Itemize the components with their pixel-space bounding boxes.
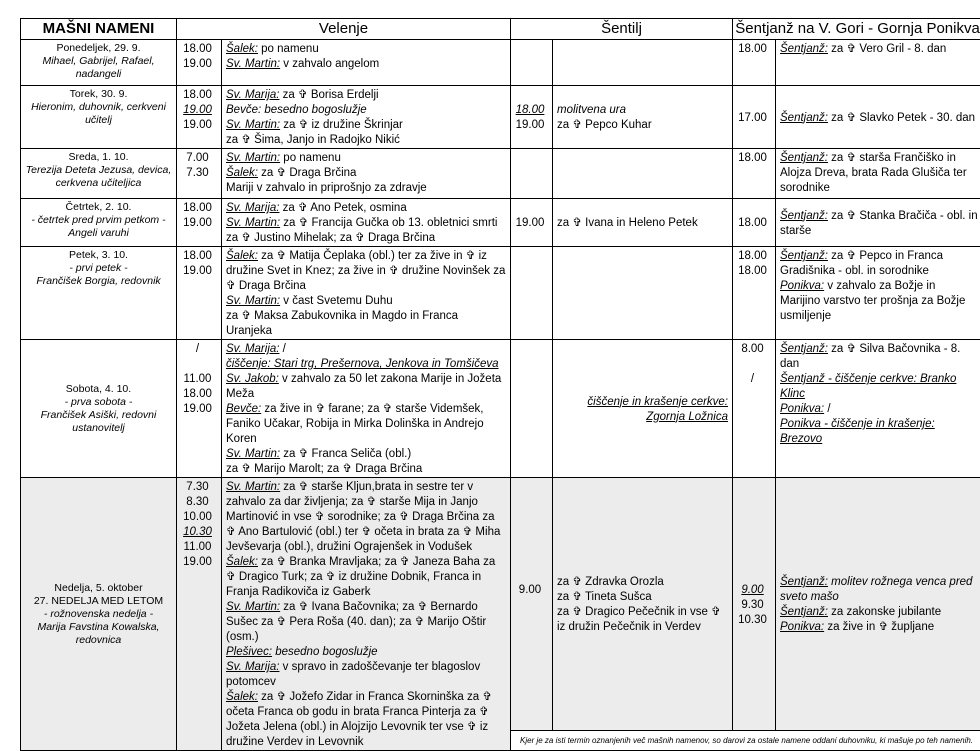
velenje-intention [226, 600, 506, 645]
velenje-intention [226, 57, 506, 72]
velenje-time: 10.30 [177, 525, 218, 540]
velenje-times [177, 149, 222, 199]
sentilj-text: molitvena ura [557, 104, 626, 116]
velenje-intention [226, 480, 506, 555]
velenje-intention [226, 342, 506, 357]
sentilj-times [511, 40, 553, 86]
velenje-intention [226, 690, 506, 750]
day-title: Četrtek, 2. 10. [23, 201, 174, 214]
velenje-location: Sv. Martin: [226, 481, 280, 493]
velenje-intention [226, 103, 506, 118]
sentilj-intention [557, 216, 728, 231]
velenje-intention [226, 88, 506, 103]
velenje-times [177, 247, 222, 340]
sentilj-text: za ✞ Dragico Pečečnik in vse ✞ iz družin Pečečnik in Verdev [557, 606, 721, 633]
sentilj-location: čiščenje in krašenje cerkve: [587, 396, 728, 408]
sentjanz-time: 9.30 [733, 598, 772, 613]
velenje-time [177, 417, 218, 432]
sentjanz-intention [780, 42, 978, 57]
velenje-time: 19.00 [177, 118, 218, 133]
velenje-intentions [222, 247, 511, 340]
velenje-intention [226, 462, 506, 477]
velenje-text: za ✞ Branka Mravljaka; za ✞ Janeza Baha za ✞ Dragico Turk; za ✞ iz družine Dobnik, Franca in Franja Radikoviča iz Gaberk [226, 556, 495, 598]
sentjanz-time: 18.00 [733, 264, 772, 279]
velenje-text: besedno bogoslužje [272, 646, 378, 658]
sentjanz-times [733, 40, 776, 86]
velenje-location: Sv. Marija: [226, 89, 279, 101]
velenje-intentions [222, 478, 511, 751]
velenje-text: po namenu [280, 152, 341, 164]
velenje-location: čiščenje: Stari trg, Prešernova, Jenkova in Tomšičeva [226, 358, 499, 370]
velenje-time: 18.00 [177, 249, 218, 264]
day-saint: Angeli varuhi [23, 227, 174, 240]
sentjanz-intention [780, 620, 978, 635]
sentjanz-intentions [776, 340, 980, 478]
velenje-intention [226, 118, 506, 133]
velenje-text: v zahvalo za 50 let zakona Marije in Jožeta Meža [226, 373, 501, 400]
sentjanz-intentions [776, 199, 980, 247]
sentjanz-intention [780, 342, 978, 372]
sentilj-time: 18.00 [511, 103, 549, 118]
sentjanz-intention [780, 209, 978, 239]
velenje-text: Bevče: besedno bogoslužje [226, 104, 367, 116]
sentjanz-time: 18.00 [733, 216, 772, 231]
velenje-text: za ✞ Francija Gučka ob 13. obletnici smrti [280, 217, 497, 229]
velenje-time: 11.00 [177, 372, 218, 387]
sentilj-intentions [553, 247, 733, 340]
velenje-intentions [222, 199, 511, 247]
velenje-location: Šalek: [226, 691, 258, 703]
sentjanz-intention [780, 151, 978, 196]
velenje-text: v zahvalo angelom [280, 58, 379, 70]
sentjanz-intention [780, 372, 978, 402]
velenje-time: 19.00 [177, 402, 218, 417]
velenje-intention [226, 645, 506, 660]
velenje-text: za ✞ iz družine Škrinjar [280, 119, 403, 131]
sentjanz-intentions [776, 149, 980, 199]
sentilj-intention [557, 590, 728, 605]
velenje-text: za ✞ Matija Čeplaka (obl.) ter za žive in ✞ iz družine Svet in Knez; za žive in ✞ družine Novinšek za ✞ Draga Brčina [226, 250, 505, 292]
day-row [21, 199, 980, 247]
velenje-text: za ✞ Draga Brčina [258, 167, 356, 179]
velenje-intention [226, 402, 506, 447]
day-title: 27. NEDELJA MED LETOM [23, 595, 174, 608]
sentjanz-location: Ponikva - čiščenje in krašenje: Brezovo [780, 418, 935, 445]
velenje-location: Sv. Martin: [226, 119, 280, 131]
velenje-text: za ✞ starše Kljun,brata in sestre ter v zahvalo za dar življenja; za ✞ starše Mija in Janjo Martinović in vse ✞ sorodnike; za ✞ Draga Brčina za ✞ Ano Bartulović (obl.) ter ✞ očeta in brata za ✞ Miha Jevševarja (obl.), družini Ograjenšek in Vodušek [226, 481, 500, 553]
sentjanz-intentions [776, 40, 980, 86]
velenje-intention [226, 357, 506, 372]
sentilj-text: za ✞ Ivana in Heleno Petek [557, 217, 698, 229]
sentilj-location: Zgornja Ložnica [646, 411, 728, 423]
sentilj-times [511, 149, 553, 199]
velenje-time: 18.00 [177, 42, 218, 57]
velenje-time: 11.00 [177, 540, 218, 555]
velenje-time: 8.30 [177, 495, 218, 510]
velenje-intentions [222, 149, 511, 199]
day-saint: Frančišek Asiški, redovni ustanovitelj [23, 409, 174, 435]
sentjanz-time: 18.00 [733, 42, 772, 57]
day-cell [21, 86, 177, 149]
sentjanz-time [733, 357, 772, 372]
velenje-time: 18.00 [177, 88, 218, 103]
velenje-text: za ✞ Marijo Marolt; za ✞ Draga Brčina [226, 463, 422, 475]
sentilj-intention [557, 575, 728, 590]
sentilj-times [511, 86, 553, 149]
sentilj-intention [557, 103, 728, 118]
velenje-intentions [222, 340, 511, 478]
sentjanz-times [733, 149, 776, 199]
day-title: Sobota, 4. 10. [23, 383, 174, 396]
sentjanz-text: za ✞ Slavko Petek - 30. dan [828, 112, 975, 124]
velenje-intention [226, 42, 506, 57]
day-saint: Frančišek Borgia, redovnik [23, 275, 174, 288]
sentilj-intentions [553, 340, 733, 478]
velenje-text: za ✞ Šima, Janjo in Radojko Nikić [226, 134, 400, 146]
sentilj-intention [557, 410, 728, 425]
sentjanz-location: Ponikva: [780, 403, 824, 415]
sentjanz-time: 18.00 [733, 151, 772, 166]
velenje-text: v spravo in zadoščevanje ter blagoslov potomcev [226, 661, 480, 688]
sentjanz-time: 8.00 [733, 342, 772, 357]
velenje-times [177, 40, 222, 86]
sentilj-intentions [553, 40, 733, 86]
velenje-intention [226, 309, 506, 339]
day-row [21, 340, 980, 478]
sentilj-time: 19.00 [511, 216, 549, 231]
sentjanz-times [733, 199, 776, 247]
sentjanz-time: 17.00 [733, 111, 772, 126]
velenje-intention [226, 231, 506, 246]
sentjanz-times [733, 86, 776, 149]
header-mass-intentions: MAŠNI NAMENI [21, 19, 177, 40]
velenje-intentions [222, 40, 511, 86]
day-title: Ponedeljek, 29. 9. [23, 42, 174, 55]
day-cell [21, 340, 177, 478]
day-row [21, 247, 980, 340]
sentjanz-intention [780, 605, 978, 620]
sentjanz-intention [780, 575, 978, 605]
day-title: Nedelja, 5. oktober [23, 582, 174, 595]
sentilj-text: za ✞ Zdravka Orozla [557, 576, 664, 588]
sentjanz-location: Šentjanž - čiščenje cerkve: Branko Klinc [780, 373, 956, 400]
velenje-intention [226, 151, 506, 166]
sentilj-intentions [553, 86, 733, 149]
velenje-time: / [177, 342, 218, 357]
day-title: Torek, 30. 9. [23, 88, 174, 101]
velenje-intention [226, 372, 506, 402]
day-title: Sreda, 1. 10. [23, 151, 174, 164]
velenje-intention [226, 249, 506, 294]
sentjanz-intention [780, 279, 978, 324]
velenje-time: 10.00 [177, 510, 218, 525]
sentjanz-time: 18.00 [733, 249, 772, 264]
velenje-time: 19.00 [177, 555, 218, 570]
velenje-time: 7.00 [177, 151, 218, 166]
velenje-time: 18.00 [177, 387, 218, 402]
sentjanz-intention [780, 249, 978, 279]
velenje-location: Sv. Marija: [226, 202, 279, 214]
velenje-intention [226, 294, 506, 309]
velenje-intention [226, 447, 506, 462]
sentilj-time [511, 342, 549, 357]
sentilj-time [511, 357, 549, 372]
day-cell [21, 40, 177, 86]
day-saint: - četrtek pred prvim petkom - [23, 214, 174, 227]
sentjanz-time: 9.00 [733, 583, 772, 598]
day-row [21, 149, 980, 199]
sentjanz-intention [780, 402, 978, 417]
velenje-text: za ✞ Borisa Erdelji [279, 89, 378, 101]
velenje-text: za ✞ Maksa Zabukovnika in Magdo in Franca Uranjeka [226, 310, 458, 337]
sentjanz-location: Šentjanž: [780, 576, 828, 588]
sentilj-intention [557, 395, 728, 410]
velenje-time: 18.00 [177, 201, 218, 216]
velenje-text: po namenu [258, 43, 319, 55]
velenje-times [177, 86, 222, 149]
velenje-text: za ✞ Ivana Bačovnika; za ✞ Bernardo Sušec za ✞ Pera Roša (40. dan); za ✞ Marijo Oštir (osm.) [226, 601, 486, 643]
sentjanz-times [733, 247, 776, 340]
velenje-text: za ✞ Franca Seliča (obl.) [280, 448, 411, 460]
velenje-location: Sv. Marija: [226, 343, 279, 355]
sentilj-intentions [553, 149, 733, 199]
velenje-intention [226, 201, 506, 216]
velenje-text: v čast Svetemu Duhu [280, 295, 393, 307]
header-velenje: Velenje [177, 19, 511, 40]
sentjanz-time [733, 387, 772, 402]
velenje-text: / [279, 343, 285, 355]
velenje-intentions [222, 86, 511, 149]
sentilj-times [511, 199, 553, 247]
day-saint: Hieronim, duhovnik, cerkveni učitelj [23, 101, 174, 127]
velenje-time: 19.00 [177, 103, 218, 118]
velenje-location: Sv. Martin: [226, 58, 280, 70]
sentilj-intentions [553, 199, 733, 247]
sentilj-text: za ✞ Tineta Sušca [557, 591, 652, 603]
sentjanz-location: Šentjanž: [780, 250, 828, 262]
day-saint: Mihael, Gabrijel, Rafael, nadangeli [23, 55, 174, 81]
day-cell [21, 199, 177, 247]
sentilj-time: 9.00 [511, 583, 549, 598]
velenje-text: za ✞ Justino Mihelak; za ✞ Draga Brčina [226, 232, 435, 244]
sentilj-time [511, 598, 549, 613]
day-saint: Terezija Deteta Jezusa, devica, cerkvena učiteljica [23, 164, 174, 190]
sentjanz-times [733, 340, 776, 478]
sentjanz-intention [780, 111, 978, 126]
day-row [21, 86, 980, 149]
velenje-time [177, 357, 218, 372]
velenje-intention [226, 555, 506, 600]
velenje-time: 19.00 [177, 57, 218, 72]
sentilj-text: za ✞ Pepco Kuhar [557, 119, 652, 131]
velenje-text: za žive in ✞ farane; za ✞ starše Videmšek, Faniko Učakar, Robija in Mirka Dolinška in Andrejo Koren [226, 403, 484, 445]
velenje-text: Mariji v zahvalo in priprošnjo za zdravje [226, 182, 427, 194]
day-saint: - prva sobota - [23, 396, 174, 409]
sentjanz-text: za ✞ Vero Gril - 8. dan [828, 43, 946, 55]
velenje-location: Bevče: [226, 403, 261, 415]
velenje-location: Sv. Jakob: [226, 373, 279, 385]
sentilj-times [511, 247, 553, 340]
velenje-location: Plešivec: [226, 646, 272, 658]
sentjanz-location: Šentjanž: [780, 606, 828, 618]
velenje-location: Šalek: [226, 556, 258, 568]
sentilj-intention [557, 118, 728, 133]
sentjanz-intentions [776, 86, 980, 149]
sentjanz-text: za zakonske jubilante [828, 606, 941, 618]
velenje-location: Sv. Martin: [226, 217, 280, 229]
sentjanz-location: Šentjanž: [780, 112, 828, 124]
day-saint: Marija Favstina Kowalska, redovnica [23, 621, 174, 647]
sentjanz-location: Šentjanž: [780, 210, 828, 222]
footnote: Kjer je za isti termin oznanjenih več mašnih namenov, so darovi za ostale namene oddani duhovniku, ki mašuje po teh namenih. [511, 731, 980, 751]
velenje-location: Sv. Martin: [226, 448, 280, 460]
sentilj-time: 19.00 [511, 118, 549, 133]
velenje-location: Šalek: [226, 43, 258, 55]
sentjanz-text: za ✞ Stanka Bračiča - obl. in starše [780, 210, 978, 237]
day-cell [21, 247, 177, 340]
sentjanz-text: za ✞ Pepco in Franca Gradišnika - obl. in sorodnike [780, 250, 943, 277]
velenje-time: 7.30 [177, 480, 218, 495]
sentjanz-text: molitev rožnega venca pred sveto mašo [780, 576, 972, 603]
sentjanz-location: Šentjanž: [780, 343, 828, 355]
sentjanz-location: Šentjanž: [780, 152, 828, 164]
velenje-intention [226, 133, 506, 148]
sentilj-intention [557, 605, 728, 635]
velenje-time [177, 181, 218, 196]
velenje-intention [226, 660, 506, 690]
day-row [21, 40, 980, 86]
velenje-text: za ✞ Ano Petek, osmina [279, 202, 406, 214]
sentjanz-intention [780, 417, 978, 447]
mass-intentions-table [20, 18, 980, 751]
sentjanz-location: Šentjanž: [780, 43, 828, 55]
header-sentjanz: Šentjanž na V. Gori - Gornja Ponikva [733, 19, 980, 40]
velenje-text: za ✞ Jožefo Zidar in Franca Skorninška za ✞ očeta Franca ob godu in brata Franca Pinterja za ✞ Jožeta Jelena (obl.) in Alojzijo Levovnik ter vse ✞ iz družine Verdev in Levovnik [226, 691, 492, 748]
velenje-location: Sv. Martin: [226, 601, 280, 613]
sentjanz-time: 10.30 [733, 613, 772, 628]
sentjanz-text: za ✞ Silva Bačovnika - 8. dan [780, 343, 960, 370]
velenje-time [177, 133, 218, 148]
day-saint: - rožnovenska nedelja - [23, 608, 174, 621]
sentjanz-text: v zahvalo za Božje in Marijino varstvo ter prošnja za Božje usmiljenje [780, 280, 965, 322]
sentjanz-location: Ponikva: [780, 280, 824, 292]
day-title: Petek, 3. 10. [23, 249, 174, 262]
sentjanz-intentions [776, 247, 980, 340]
velenje-location: Sv. Martin: [226, 152, 280, 164]
velenje-location: Sv. Martin: [226, 295, 280, 307]
velenje-times [177, 199, 222, 247]
velenje-time [177, 231, 218, 246]
velenje-location: Šalek: [226, 167, 258, 179]
velenje-times [177, 478, 222, 751]
sentjanz-text: za ✞ starša Frančiško in Alojza Dreva, brata Rada Glušiča ter sorodnike [780, 152, 967, 194]
sentilj-time [511, 613, 549, 628]
velenje-location: Šalek: [226, 250, 258, 262]
sentjanz-location: Ponikva: [780, 621, 824, 633]
velenje-times [177, 340, 222, 478]
velenje-time [177, 279, 218, 294]
sentjanz-text: / [824, 403, 830, 415]
velenje-time: 19.00 [177, 216, 218, 231]
velenje-intention [226, 216, 506, 231]
velenje-location: Sv. Marija: [226, 661, 279, 673]
velenje-time: 19.00 [177, 264, 218, 279]
velenje-intention [226, 166, 506, 181]
day-saint: - prvi petek - [23, 262, 174, 275]
velenje-time: 7.30 [177, 166, 218, 181]
day-cell [21, 478, 177, 751]
sentilj-times [511, 340, 553, 478]
header-sentilj: Šentilj [511, 19, 733, 40]
sentjanz-text: za žive in ✞ župljane [824, 621, 934, 633]
sentjanz-time: / [733, 372, 772, 387]
day-cell [21, 149, 177, 199]
velenje-intention [226, 181, 506, 196]
